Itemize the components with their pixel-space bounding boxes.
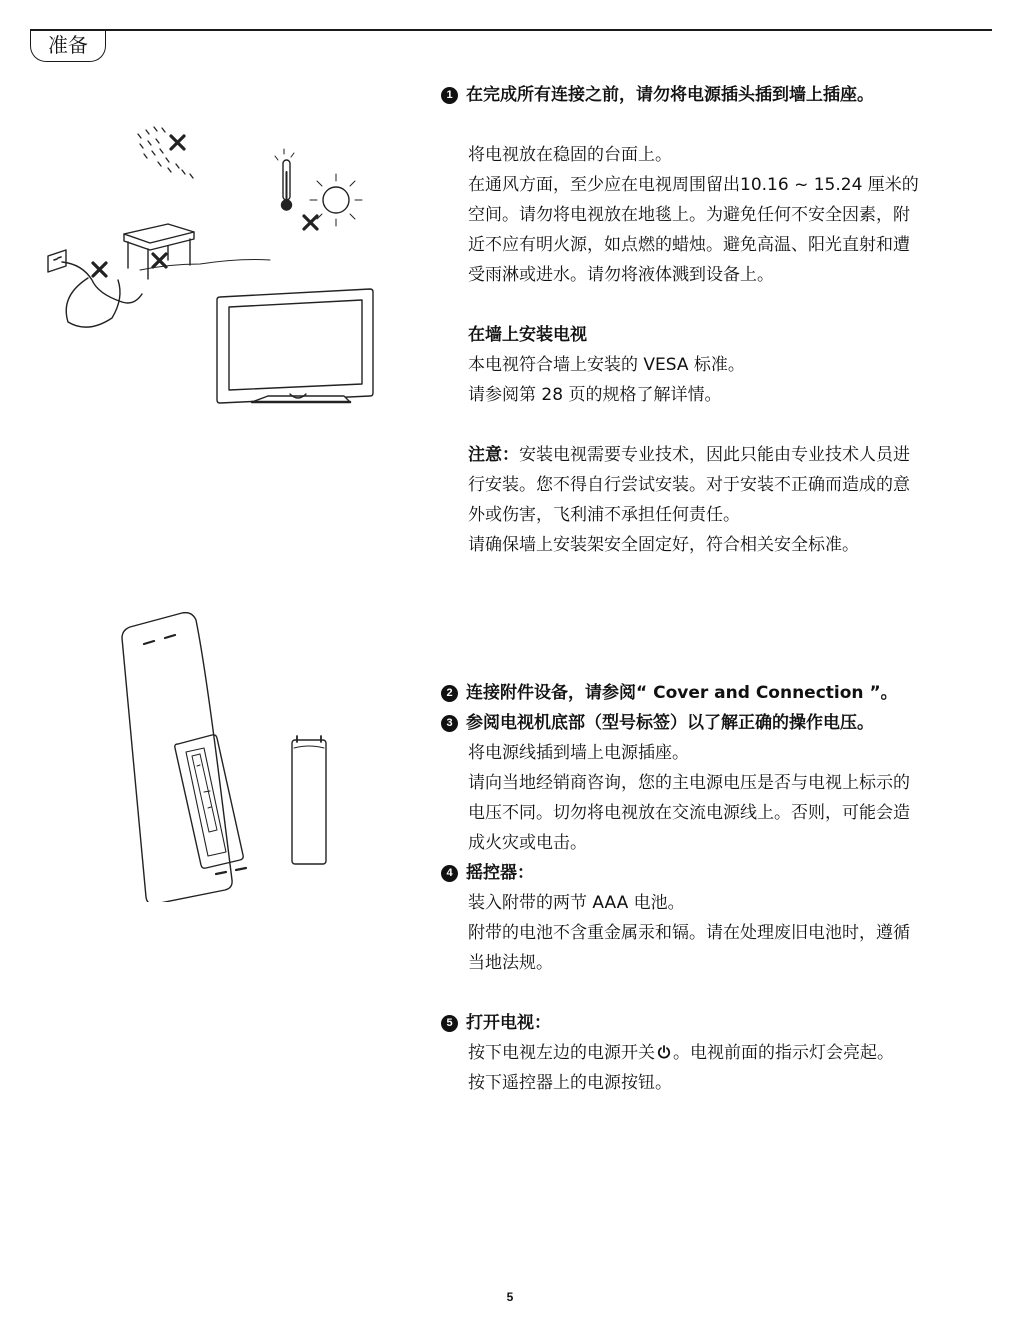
step-number-badge: 1 xyxy=(441,87,458,104)
step-2-title: 连接附件设备，请参阅“ Cover and Connection ”。 xyxy=(466,683,898,703)
wall-mount-heading: 在墙上安装电视 xyxy=(468,325,587,345)
remote-battery-illustration xyxy=(112,612,342,902)
step-5-text: 按下电视左边的电源开关 xyxy=(468,1043,655,1063)
step-number-badge: 3 xyxy=(441,715,458,732)
tv-placement-illustration xyxy=(40,110,380,415)
wall-mount-line: 本电视符合墙上安装的 VESA 标准。 xyxy=(468,355,745,375)
step-1-heading xyxy=(441,80,874,105)
step-4-line: 当地法规。 xyxy=(468,953,553,973)
header-rule xyxy=(30,29,992,31)
sun-icon xyxy=(310,174,362,226)
step-number-badge: 2 xyxy=(441,685,458,702)
step-3-line: 请向当地经销商咨询，您的主电源电压是否与电视上标示的 xyxy=(468,773,910,793)
step-5-line: 按下遥控器上的电源按钮。 xyxy=(468,1073,672,1093)
placement-line: 在通风方面，至少应在电视周围留出10.16 ~ 15.24 厘米的 xyxy=(468,175,919,195)
placement-line: 受雨淋或进水。请勿将液体溅到设备上。 xyxy=(468,265,774,285)
thermometer-icon xyxy=(275,149,294,210)
step-number-badge: 5 xyxy=(441,1015,458,1032)
cross-icon xyxy=(93,263,106,276)
step-5-title: 打开电视： xyxy=(466,1013,551,1033)
step-3-heading xyxy=(441,708,874,733)
page-number: 5 xyxy=(506,1290,514,1304)
button-icon xyxy=(144,635,175,644)
step-4-heading xyxy=(441,858,534,883)
placement-line: 空间。请勿将电视放在地毯上。为避免任何不安全因素，附 xyxy=(468,205,910,225)
step-5-heading xyxy=(441,1008,551,1033)
table-icon xyxy=(124,224,194,279)
step-5-text: 。电视前面的指示灯会亮起。 xyxy=(673,1043,894,1063)
step-3-line: 电压不同。切勿将电视放在交流电源线上。否则，可能会造 xyxy=(468,803,910,823)
step-2-heading xyxy=(441,678,898,703)
cross-icon xyxy=(171,136,184,149)
step-3-line: 成火灾或电击。 xyxy=(468,833,587,853)
power-icon xyxy=(656,1044,672,1060)
note-line xyxy=(468,440,910,465)
step-5-line xyxy=(468,1038,894,1063)
section-tab: 准备 xyxy=(30,31,106,62)
note-line: 外或伤害，飞利浦不承担任何责任。 xyxy=(468,505,740,525)
note-label: 注意： xyxy=(468,445,519,465)
step-4-title: 摇控器： xyxy=(466,863,534,883)
note-text: 安装电视需要专业技术，因此只能由专业技术人员进 xyxy=(519,445,910,465)
wall-mount-line: 请参阅第 28 页的规格了解详情。 xyxy=(468,385,722,405)
battery-cover-icon xyxy=(292,736,326,864)
placement-line: 近不应有明火源，如点燃的蜡烛。避免高温、阳光直射和遭 xyxy=(468,235,910,255)
note-line: 请确保墙上安装架安全固定好，符合相关安全标准。 xyxy=(468,535,859,555)
step-3-title: 参阅电视机底部（型号标签）以了解正确的操作电压。 xyxy=(466,713,874,733)
step-number-badge: 4 xyxy=(441,865,458,882)
cross-icon xyxy=(304,216,317,229)
note-line: 行安装。您不得自行尝试安装。对于安装不正确而造成的意 xyxy=(468,475,910,495)
remote-control-icon xyxy=(122,613,246,902)
step-3-line: 将电源线插到墙上电源插座。 xyxy=(468,743,689,763)
step-4-line: 附带的电池不含重金属汞和镉。请在处理废旧电池时，遵循 xyxy=(468,923,910,943)
cross-icon xyxy=(153,254,166,267)
tv-icon xyxy=(217,289,373,403)
placement-line: 将电视放在稳固的台面上。 xyxy=(468,145,672,165)
step-4-line: 装入附带的两节 AAA 电池。 xyxy=(468,893,685,913)
step-1-title: 在完成所有连接之前，请勿将电源插头插到墙上插座。 xyxy=(466,85,874,105)
